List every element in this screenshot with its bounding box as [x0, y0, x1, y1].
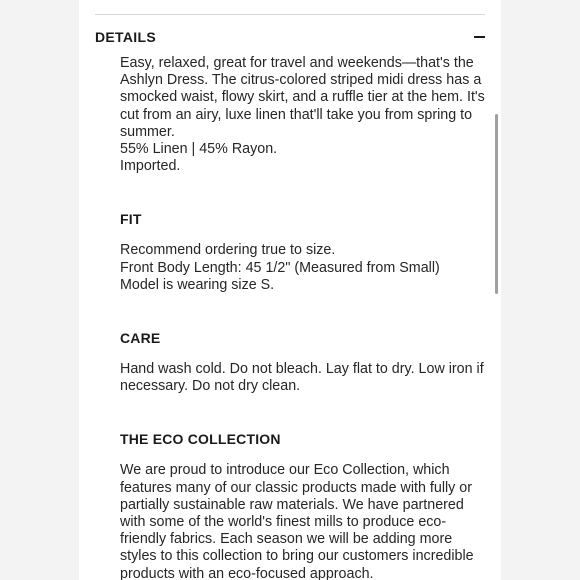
top-divider	[95, 14, 485, 15]
care-title: CARE	[120, 330, 161, 347]
fit-line-model: Model is wearing size S.	[120, 276, 275, 293]
details-accordion-header[interactable]	[95, 27, 487, 47]
care-text: Hand wash cold. Do not bleach. Lay flat to dry. Low iron if necessary. Do not dry clean.	[120, 361, 484, 395]
product-description: Easy, relaxed, great for travel and weekends—that's the Ashlyn Dress. The citrus-colored striped midi dress has a smocked waist, flowy skirt, and a ruffle tier at the hem. It's cut from an airy, luxe linen that'll take you from spring to summer.	[120, 55, 485, 140]
product-details-panel	[79, 0, 501, 580]
fit-title: FIT	[120, 211, 142, 228]
origin-text: Imported.	[120, 158, 181, 175]
details-title: DETAILS	[95, 29, 156, 45]
material-composition: 55% Linen | 45% Rayon.	[120, 141, 278, 158]
minus-icon[interactable]	[473, 30, 487, 44]
fit-line-size: Recommend ordering true to size.	[120, 242, 336, 259]
eco-text: We are proud to introduce our Eco Collection, which features many of our classic products made with fully or partially sustainable raw materials. We have partnered with some of the world's finest mills to produce eco-friendly fabrics. Each season we will be adding more styles to this collection to bring our customers incredible products with an eco-focused approach.	[120, 462, 474, 580]
details-content	[120, 55, 492, 580]
fit-line-length: Front Body Length: 45 1/2" (Measured from Small)	[120, 259, 440, 276]
eco-title: THE ECO COLLECTION	[120, 431, 281, 448]
scrollbar-thumb[interactable]	[495, 114, 498, 294]
